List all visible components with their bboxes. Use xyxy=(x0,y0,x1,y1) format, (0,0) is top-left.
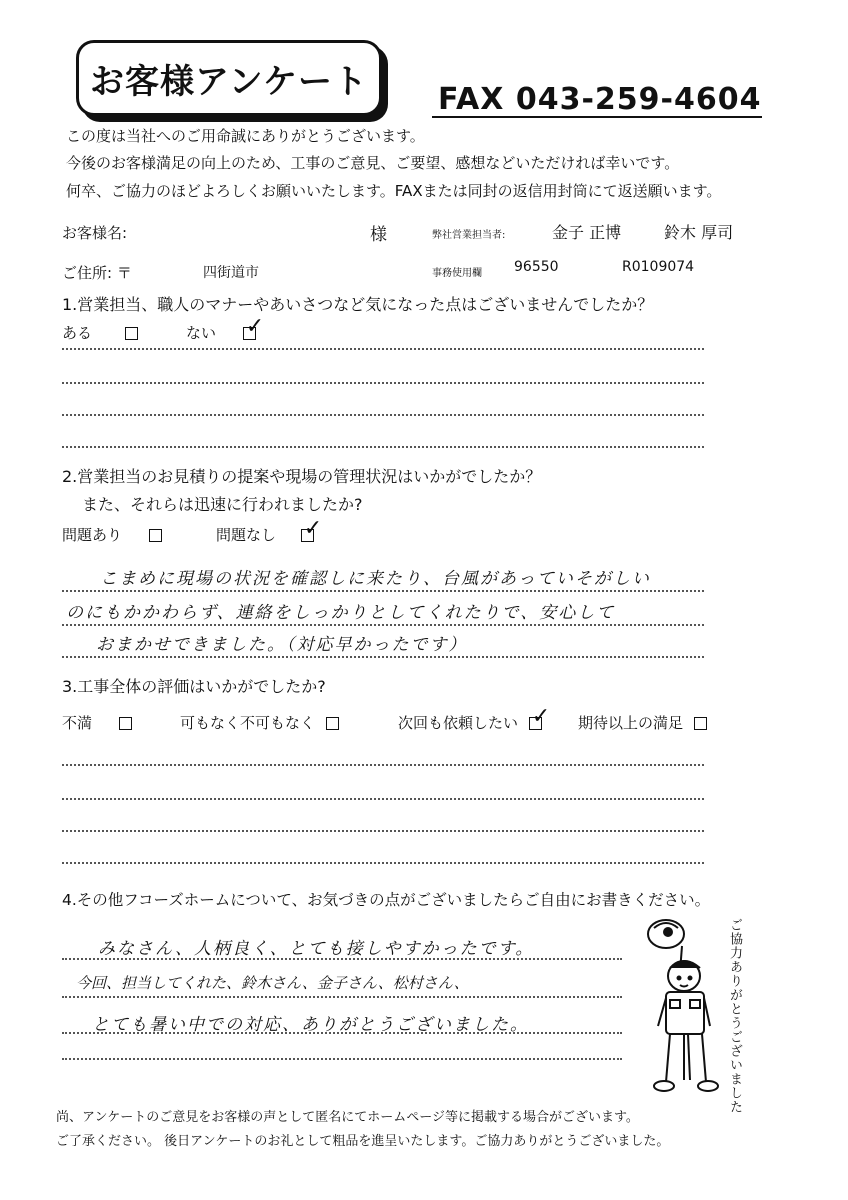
q3-option-neutral xyxy=(180,712,339,733)
q2-option-no-problem xyxy=(216,516,323,545)
q4-rule-1 xyxy=(62,958,622,960)
q2-option-no-problem-label: 問題なし xyxy=(216,526,277,544)
q1-answer-line-2 xyxy=(62,382,704,384)
q1-aru-checkbox[interactable] xyxy=(125,327,138,340)
q2-rule-3 xyxy=(62,656,704,658)
fax-underline xyxy=(432,116,762,118)
staff-name-1: 金子 正博 xyxy=(552,223,622,242)
office-code-2: R0109074 xyxy=(622,259,695,275)
staff-name-2: 鈴木 厚司 xyxy=(664,223,734,242)
check-mark-icon: ✓ xyxy=(531,704,551,729)
check-mark-icon: ✓ xyxy=(245,314,265,339)
q2-rule-2 xyxy=(62,624,704,626)
q2-option-problem-label: 問題あり xyxy=(62,526,123,544)
q1-option-nai-label: ない xyxy=(186,324,217,342)
office-use-label: 事務使用欄 xyxy=(432,268,482,279)
q1-answer-line-1 xyxy=(62,348,704,350)
q4-question: 4.その他フコーズホームについて、お気づきの点がございましたらご自由にお書きください。 xyxy=(62,891,711,909)
q3-option-dissatisfied-label: 不満 xyxy=(62,714,93,732)
intro-line-1: この度は当社へのご用命誠にありがとうございます。 xyxy=(66,127,425,145)
q2-option-problem xyxy=(62,524,162,545)
q3-answer-line-4 xyxy=(62,862,704,864)
q2-answer-line-1: こまめに現場の状況を確認しに来たり、台風があっていそがしい xyxy=(100,569,651,589)
q1-answer-line-4 xyxy=(62,446,704,448)
q2-answer-line-3: おまかせできました。（対応早かったです） xyxy=(96,635,468,655)
q2-no-problem-checkbox[interactable] xyxy=(301,516,323,542)
customer-name-label: お客様名: xyxy=(62,224,128,242)
q4-rule-3 xyxy=(62,1032,622,1034)
fax-number: FAX 043-259-4604 xyxy=(438,82,762,117)
q3-exceeded-checkbox[interactable] xyxy=(694,717,707,730)
q3-option-dissatisfied xyxy=(62,712,132,733)
q4-answer-line-2: 今回、担当してくれた、鈴木さん、金子さん、松村さん、 xyxy=(76,974,469,992)
q3-answer-line-1 xyxy=(62,764,704,766)
intro-line-3: 何卒、ご協力のほどよろしくお願いいたします。FAXまたは同封の返信用封筒にて返送願います。 xyxy=(66,182,722,200)
q3-question: 3.工事全体の評価はいかがでしたか? xyxy=(62,677,326,696)
office-code-1: 96550 xyxy=(514,259,559,275)
q2-question-sub: また、それらは迅速に行われましたか? xyxy=(82,495,363,514)
q3-answer-line-2 xyxy=(62,798,704,800)
address-value: 四街道市 xyxy=(203,265,259,281)
thanks-vertical-text: ご協力ありがとうございました xyxy=(727,918,742,1114)
check-mark-icon: ✓ xyxy=(303,516,323,541)
q3-option-neutral-label: 可もなく不可もなく xyxy=(180,714,316,732)
q3-option-again-label: 次回も依頼したい xyxy=(398,714,519,732)
q4-rule-4 xyxy=(62,1058,622,1060)
q2-question: 2.営業担当のお見積りの提案や現場の管理状況はいかがでしたか？ xyxy=(62,467,542,486)
q3-answer-line-3 xyxy=(62,830,704,832)
q1-option-nai xyxy=(186,314,265,343)
q3-option-exceeded xyxy=(578,712,707,733)
q1-option-aru xyxy=(62,322,138,343)
q4-answer-line-1: みなさん、人柄良く、とても接しやすかったです。 xyxy=(98,939,535,959)
q2-answer-line-2: のにもかかわらず、連絡をしっかりとしてくれたりで、安心して xyxy=(66,603,616,623)
q3-option-exceeded-label: 期待以上の満足 xyxy=(578,714,684,732)
q1-answer-line-3 xyxy=(62,414,704,416)
q1-option-aru-label: ある xyxy=(62,324,93,342)
footer-line-2: ご了承ください。 後日アンケートのお礼として粗品を進呈いたします。ご協力ありがとうございました。 xyxy=(56,1134,670,1149)
q4-answer-line-3: とても暑い中での対応、ありがとうございました。 xyxy=(92,1015,529,1035)
q2-rule-1 xyxy=(62,590,704,592)
q1-question: 1.営業担当、職人のマナーやあいさつなど気になった点はございませんでしたか？ xyxy=(62,295,654,314)
q3-neutral-checkbox[interactable] xyxy=(326,717,339,730)
q3-option-again xyxy=(398,704,551,733)
q1-nai-checkbox[interactable] xyxy=(243,314,265,340)
q2-problem-checkbox[interactable] xyxy=(149,529,162,542)
sama-label: 様 xyxy=(370,225,387,245)
footer-line-1: 尚、アンケートのご意見をお客様の声として匿名にてホームページ等に掲載する場合がございます。 xyxy=(56,1110,639,1125)
q3-dissatisfied-checkbox[interactable] xyxy=(119,717,132,730)
q4-rule-2 xyxy=(62,996,622,998)
worker-illustration xyxy=(640,910,724,1098)
staff-label: 弊社営業担当者: xyxy=(432,230,506,241)
address-label: ご住所: 〒 xyxy=(62,264,132,282)
survey-title: お客様アンケート xyxy=(76,40,382,116)
q3-again-checkbox[interactable] xyxy=(529,704,551,730)
intro-line-2: 今後のお客様満足の向上のため、工事のご意見、ご要望、感想などいただければ幸いです。 xyxy=(66,154,680,172)
